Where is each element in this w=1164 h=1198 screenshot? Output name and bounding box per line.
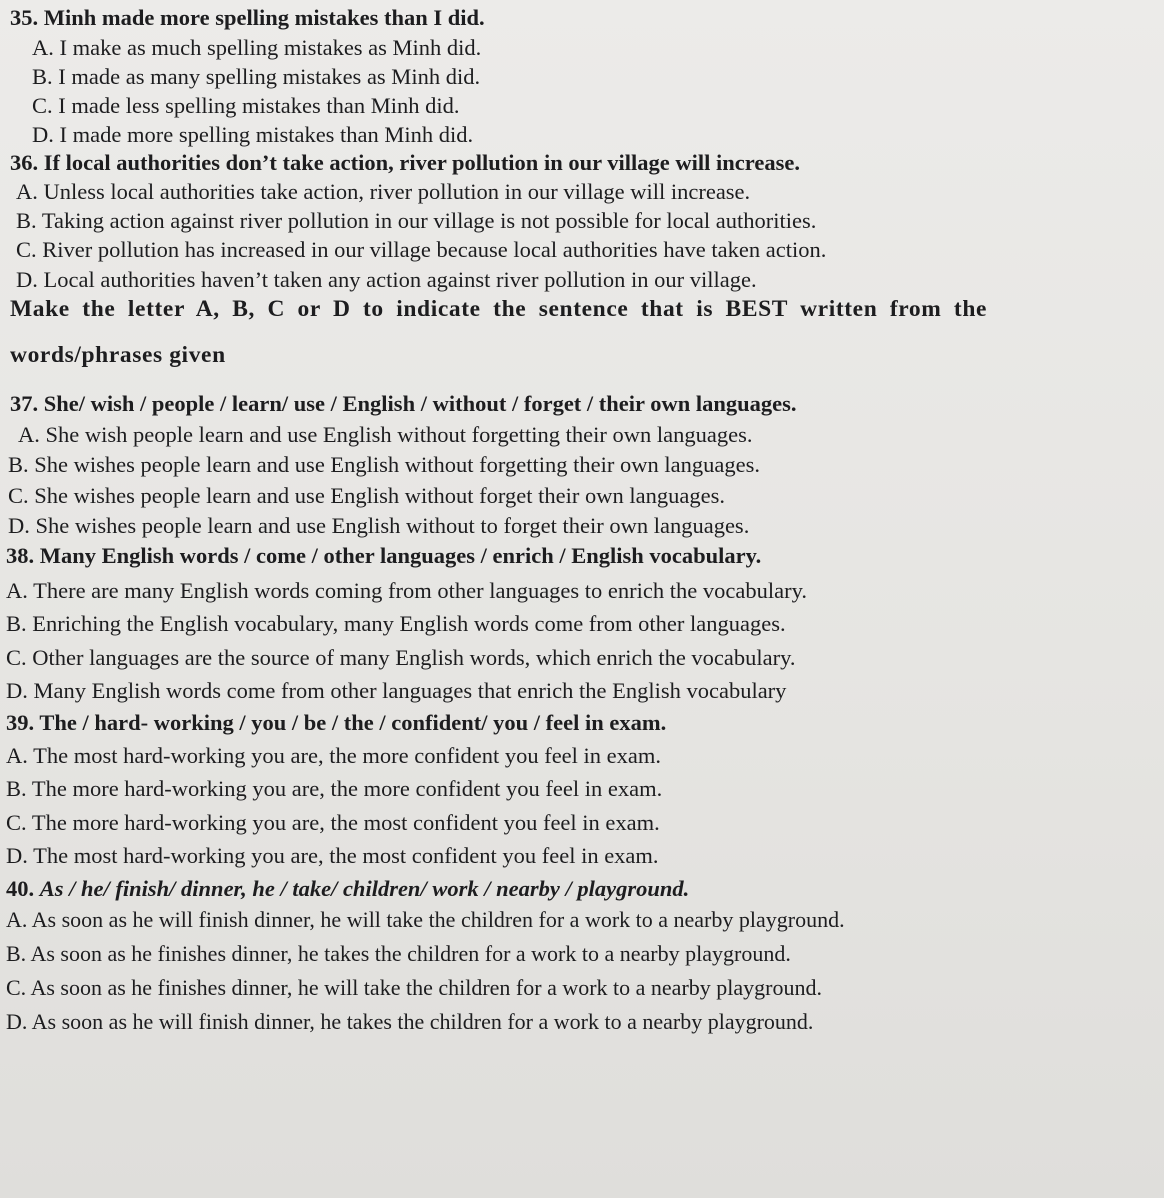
q37-option-c: C. She wishes people learn and use English without forget their own languages. bbox=[8, 483, 725, 508]
q40-stem-line bbox=[6, 875, 689, 903]
q36-stem: 36. If local authorities don’t take action, river pollution in our village will increase. bbox=[10, 150, 800, 175]
q35-option-b: B. I made as many spelling mistakes as Minh did. bbox=[32, 64, 481, 89]
q39-option-a: A. The most hard-working you are, the more confident you feel in exam. bbox=[6, 743, 662, 768]
q36-option-a: A. Unless local authorities take action, river pollution in our village will increase. bbox=[16, 179, 751, 204]
instruction-line-1: Make the letter A, B, C or D to indicate the sentence that is BEST written from the bbox=[10, 296, 988, 322]
q38-stem: 38. Many English words / come / other languages / enrich / English vocabulary. bbox=[6, 543, 762, 568]
q39-option-b: B. The more hard-working you are, the more confident you feel in exam. bbox=[6, 776, 663, 801]
q40-option-d: D. As soon as he will finish dinner, he takes the children for a work to a nearby playground. bbox=[6, 1009, 814, 1034]
q37-option-a: A. She wish people learn and use English without forgetting their own languages. bbox=[18, 422, 753, 447]
instruction-line-2: words/phrases given bbox=[10, 342, 226, 368]
q39-stem: 39. The / hard- working / you / be / the / confident/ you / feel in exam. bbox=[6, 710, 667, 735]
q36-option-c: C. River pollution has increased in our village because local authorities have taken action. bbox=[16, 237, 827, 262]
q35-option-a: A. I make as much spelling mistakes as Minh did. bbox=[32, 35, 482, 60]
q39-option-c: C. The more hard-working you are, the most confident you feel in exam. bbox=[6, 810, 660, 835]
q38-option-b: B. Enriching the English vocabulary, many English words come from other languages. bbox=[6, 611, 786, 636]
q38-option-a: A. There are many English words coming from other languages to enrich the vocabulary. bbox=[6, 578, 808, 603]
q37-option-b: B. She wishes people learn and use English without forgetting their own languages. bbox=[8, 452, 760, 477]
q40-option-c: C. As soon as he finishes dinner, he will take the children for a work to a nearby playground. bbox=[6, 975, 822, 1000]
q40-number: 40. bbox=[6, 876, 35, 901]
q35-stem: 35. Minh made more spelling mistakes than I did. bbox=[10, 5, 485, 30]
q35-option-d: D. I made more spelling mistakes than Minh did. bbox=[32, 122, 474, 147]
q40-option-a: A. As soon as he will finish dinner, he will take the children for a work to a nearby playground. bbox=[6, 907, 845, 932]
q39-option-d: D. The most hard-working you are, the most confident you feel in exam. bbox=[6, 843, 659, 868]
q35-option-c: C. I made less spelling mistakes than Minh did. bbox=[32, 93, 460, 118]
q40-stem: As / he/ finish/ dinner, he / take/ children/ work / nearby / playground. bbox=[39, 876, 690, 901]
q37-option-d: D. She wishes people learn and use English without to forget their own languages. bbox=[8, 513, 750, 538]
q36-option-d: D. Local authorities haven’t taken any action against river pollution in our village. bbox=[16, 267, 757, 292]
q38-option-c: C. Other languages are the source of many English words, which enrich the vocabulary. bbox=[6, 645, 796, 670]
q40-option-b: B. As soon as he finishes dinner, he takes the children for a work to a nearby playground. bbox=[6, 941, 791, 966]
q38-option-d: D. Many English words come from other languages that enrich the English vocabulary bbox=[6, 678, 787, 703]
q37-stem: 37. She/ wish / people / learn/ use / English / without / forget / their own languages. bbox=[10, 391, 797, 416]
q36-option-b: B. Taking action against river pollution in our village is not possible for local authorities. bbox=[16, 208, 817, 233]
